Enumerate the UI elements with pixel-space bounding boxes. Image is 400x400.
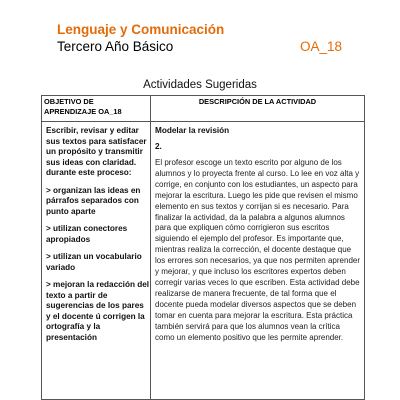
objective-line: presentación [46, 332, 97, 342]
header-description: DESCRIPCIÓN DE LA ACTIVIDAD [151, 96, 365, 122]
header-objective-line2: APRENDIZAJE OA_18 [44, 107, 122, 116]
activity-number: 2. [155, 141, 162, 151]
header-objective-line1: OBJETIVO DE [44, 97, 94, 106]
activity-line: también servirá para que los alumnos vean la crítica [155, 321, 340, 331]
objective-code: OA_18 [300, 39, 343, 54]
objective-item-ideas [46, 186, 146, 218]
objective-item-vocabulary [46, 252, 146, 273]
activity-line: finalizar la actividad, da la palabra a algunos alumnos [155, 212, 345, 222]
objective-line: punto aparte [46, 206, 96, 216]
activity-line: mientras realiza la corrección, el docente destaque que [155, 245, 352, 255]
objective-line: apropiados [46, 234, 91, 244]
objective-item-connectors [46, 224, 146, 245]
objective-line: durante este proceso: [46, 168, 132, 177]
table-row [42, 122, 365, 400]
activity-line: siguiendo el ejemplo del profesor. Es importante que, [155, 234, 344, 244]
page-title: Actividades Sugeridas [143, 79, 257, 91]
objective-line: y el docente ú corrigen la [46, 311, 145, 321]
activity-line: docente pueda modelar diversos aspectos que se deben [155, 299, 357, 309]
activity-line: El profesor escoge un texto escrito por alguno de los [155, 158, 342, 167]
activity-cell [151, 122, 365, 400]
activity-description [155, 158, 360, 343]
activity-line: mejorar la escritura. Luego les pide que revisen el mismo [155, 190, 358, 200]
activity-line: tomar en cuenta para mejorar la escritura. Esta práctica [155, 310, 353, 320]
objective-cell [42, 122, 151, 400]
objective-line: sus textos para satisfacer [46, 136, 147, 146]
objective-line: texto a partir de [46, 290, 108, 300]
objective-line: > utilizan conectores [46, 224, 128, 233]
header-objective [42, 96, 151, 122]
subject-title: Lenguaje y Comunicación [57, 22, 225, 37]
objective-line: un propósito y transmitir [46, 147, 143, 156]
objective-line: Escribir, revisar y editar [46, 126, 139, 135]
activity-line: para que expliquen cómo corrigieron sus escritos [155, 223, 330, 233]
activity-line: y mejorar, y que incluso los escritores expertos deben [155, 267, 346, 277]
activity-line: los errores son necesarios, ya que nos permiten aprender [155, 256, 360, 266]
table-header-row [42, 96, 365, 122]
activity-line: elemento en sus textos y corrijan si es necesario. Para [155, 201, 349, 211]
objective-line: ortografía y la [46, 322, 101, 331]
objective-line: variado [46, 262, 76, 272]
activity-line: corregir varias veces lo que escriben. Esta actividad debe [155, 277, 360, 287]
objective-intro [46, 126, 146, 179]
objective-line: sus ideas con claridad. [46, 157, 137, 167]
objective-item-redaction [46, 280, 150, 343]
activity-line: alumnos y lo proyecta frente al curso. Lo lee en voz alta y [155, 168, 360, 178]
activity-line: como un elemento positivo que les permite aprender. [155, 332, 344, 342]
grade-label: Tercero Año Básico [57, 39, 174, 54]
objective-line: > mejoran la redacción del [46, 280, 150, 289]
objective-line: sugerencias de los pares [46, 301, 144, 310]
activity-line: realizarse de manera frecuente, de tal forma que el [155, 288, 337, 298]
objective-line: > organizan las ideas en [46, 185, 141, 195]
objective-line: > utilizan un vocabulario [46, 252, 142, 261]
objective-line: párrafos separados con [46, 196, 139, 205]
activity-line: corrige, en conjunto con los estudiantes, un aspecto para [155, 179, 358, 189]
activity-title: Modelar la revisión [155, 126, 230, 135]
activity-table [41, 95, 365, 400]
